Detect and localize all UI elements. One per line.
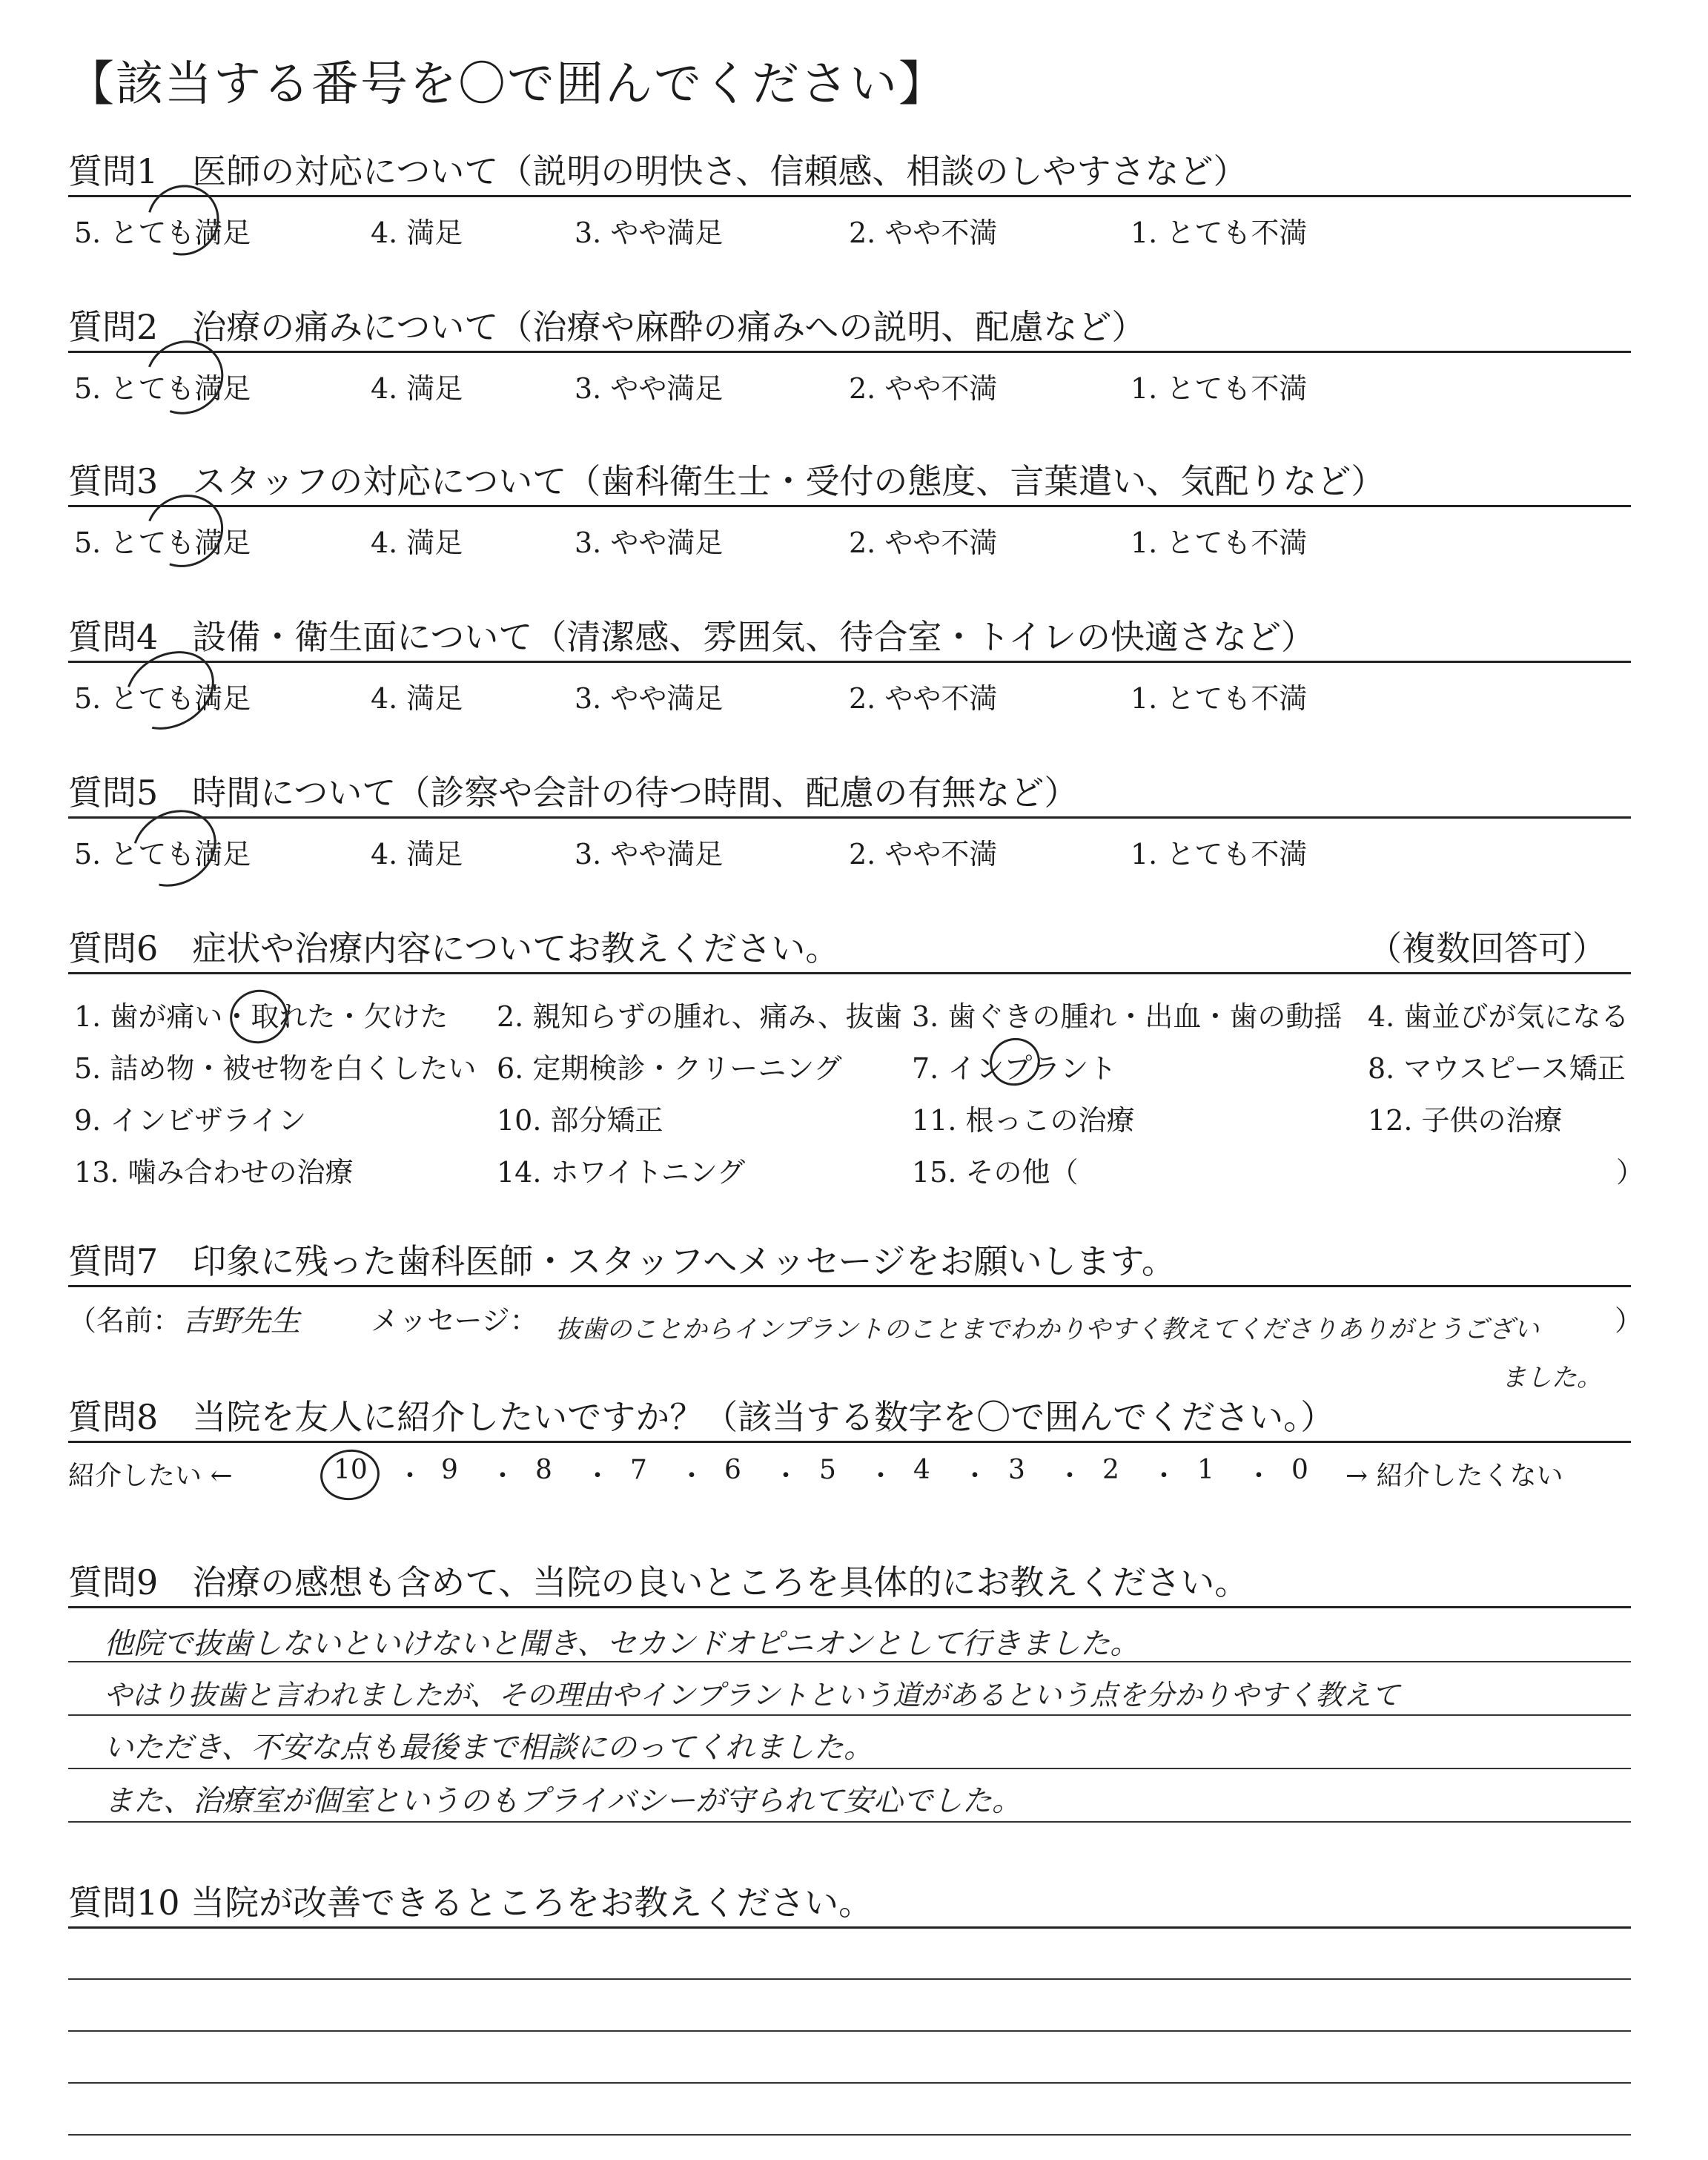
question-10-label: 質問10 当院が改善できるところをお教えください。 [68,1883,873,1923]
q2-option-1[interactable]: 1. とても不満 [1131,372,1308,405]
q6-option-1[interactable]: 1. 歯が痛い・取れた・欠けた [74,1000,448,1033]
q9-answer-line-1: 他院で抜歯しないといけないと聞き、セカンドオピニオンとして行きました。 [104,1627,1140,1661]
question-9-label: 質問9 治療の感想も含めて、当院の良いところを具体的にお教えください。 [68,1562,1249,1602]
question-5-label: 質問5 時間について（診察や会計の待つ時間、配慮の有無など） [68,773,1079,813]
q2-option-5[interactable]: 5. とても満足 [74,372,251,405]
q8-number-10[interactable]: 10 [334,1455,368,1485]
q8-number-5[interactable]: 5 [819,1455,836,1485]
q8-dot: ・ [1245,1461,1273,1491]
question-6-label: 質問6 症状や治療内容についてお教えください。 [68,928,840,968]
q8-right-label: → 紹介したくない [1345,1461,1563,1491]
q8-dot: ・ [961,1461,989,1491]
q6-option-11[interactable]: 11. 根っこの治療 [912,1104,1135,1137]
q10-answer-line[interactable] [68,1978,1631,1980]
q6-option-12[interactable]: 12. 子供の治療 [1368,1104,1563,1137]
q3-option-4[interactable]: 4. 満足 [371,526,463,559]
q3-option-3[interactable]: 3. やや満足 [575,526,724,559]
question-4-label: 質問4 設備・衛生面について（清潔感、雰囲気、待合室・トイレの快適さなど） [68,617,1316,657]
q6-option-4[interactable]: 4. 歯並びが気になる [1368,1000,1629,1033]
q6-option-10[interactable]: 10. 部分矯正 [497,1104,663,1137]
q2-option-4[interactable]: 4. 満足 [371,372,463,405]
q9-answer-line-3: いただき、不安な点も最後まで相談にのってくれました。 [104,1731,873,1765]
q9-answer-line [68,1821,1631,1823]
q6-option-15-close: ） [1616,1156,1645,1189]
q6-option-3[interactable]: 3. 歯ぐきの腫れ・出血・歯の動揺 [912,1000,1343,1033]
q9-answer-line [68,1714,1631,1716]
q7-close-paren: ） [1615,1304,1644,1337]
q4-option-1[interactable]: 1. とても不満 [1131,682,1308,715]
q6-option-14[interactable]: 14. ホワイトニング [497,1156,746,1189]
q6-option-2[interactable]: 2. 親知らずの腫れ、痛み、抜歯 [497,1000,902,1033]
q4-option-5[interactable]: 5. とても満足 [74,682,251,715]
q5-option-1[interactable]: 1. とても不満 [1131,838,1308,871]
question-4-rule [68,661,1631,663]
q1-option-4[interactable]: 4. 満足 [371,217,463,249]
q3-option-5[interactable]: 5. とても満足 [74,526,251,559]
q4-option-4[interactable]: 4. 満足 [371,682,463,715]
q8-dot: ・ [1056,1461,1084,1491]
q7-name-label: （名前： [68,1304,182,1337]
q9-answer-line [68,1768,1631,1769]
q5-option-2[interactable]: 2. やや不満 [849,838,998,871]
q8-dot: ・ [584,1461,612,1491]
q7-message-label: メッセージ： [371,1304,538,1337]
q4-option-3[interactable]: 3. やや満足 [575,682,724,715]
q3-option-1[interactable]: 1. とても不満 [1131,526,1308,559]
q8-dot: ・ [867,1461,895,1491]
q2-option-3[interactable]: 3. やや満足 [575,372,724,405]
q2-option-2[interactable]: 2. やや不満 [849,372,998,405]
q8-number-9[interactable]: 9 [441,1455,458,1485]
question-7-rule [68,1285,1631,1287]
q7-message-value-continued: ました。 [1501,1363,1602,1393]
q3-option-2[interactable]: 2. やや不満 [849,526,998,559]
q10-answer-line[interactable] [68,2134,1631,2136]
q4-option-2[interactable]: 2. やや不満 [849,682,998,715]
question-9-rule [68,1606,1631,1608]
q6-option-8[interactable]: 8. マウスピース矯正 [1368,1052,1626,1085]
q8-number-4[interactable]: 4 [913,1455,930,1485]
question-3-label: 質問3 スタッフの対応について（歯科衛生士・受付の態度、言葉遣い、気配りなど） [68,461,1386,501]
q1-option-1[interactable]: 1. とても不満 [1131,217,1308,249]
question-6-rule [68,972,1631,974]
q8-number-7[interactable]: 7 [630,1455,647,1485]
q8-dot: ・ [397,1461,424,1491]
question-3-rule [68,505,1631,507]
q8-dot: ・ [489,1461,517,1491]
question-6-note: （複数回答可） [1368,928,1606,968]
q8-number-3[interactable]: 3 [1008,1455,1025,1485]
q10-answer-line[interactable] [68,2082,1631,2084]
q8-selection-circle [317,1446,383,1504]
q1-option-3[interactable]: 3. やや満足 [575,217,724,249]
question-2-rule [68,351,1631,353]
q6-option-9[interactable]: 9. インビザライン [74,1104,307,1137]
q8-dot: ・ [678,1461,706,1491]
q8-left-label: 紹介したい ← [68,1461,233,1491]
q9-answer-line-4: また、治療室が個室というのもプライバシーが守られて安心でした。 [104,1784,1022,1818]
q5-option-4[interactable]: 4. 満足 [371,838,463,871]
question-7-label: 質問7 印象に残った歯科医師・スタッフへメッセージをお願いします。 [68,1241,1176,1281]
q10-answer-line[interactable] [68,2030,1631,2032]
q6-option-13[interactable]: 13. 噛み合わせの治療 [74,1156,354,1189]
q8-number-1[interactable]: 1 [1197,1455,1214,1485]
q7-message-value[interactable]: 抜歯のことからインプラントのことまでわかりやすく教えてくださりありがとうござい [556,1315,1539,1344]
q8-dot: ・ [772,1461,800,1491]
question-1-label: 質問1 医師の対応について（説明の明快さ、信頼感、相談のしやすさなど） [68,151,1248,191]
question-10-rule [68,1926,1631,1929]
question-2-label: 質問2 治療の痛みについて（治療や麻酔の痛みへの説明、配慮など） [68,307,1146,347]
page-title: 【該当する番号を〇で囲んでください】 [67,57,947,112]
question-8-rule [68,1441,1631,1443]
q8-number-8[interactable]: 8 [535,1455,552,1485]
q1-option-5[interactable]: 5. とても満足 [74,217,251,249]
q6-option-5[interactable]: 5. 詰め物・被せ物を白くしたい [74,1052,477,1085]
q8-number-2[interactable]: 2 [1102,1455,1119,1485]
q9-answer-line-2: やはり抜歯と言われましたが、その理由やインプラントという道があるという点を分かりやすく教えて [104,1679,1400,1711]
q6-option-7[interactable]: 7. インプラント [912,1052,1117,1085]
q8-dot: ・ [1151,1461,1178,1491]
q6-option-6[interactable]: 6. 定期検診・クリーニング [497,1052,842,1085]
q1-option-2[interactable]: 2. やや不満 [849,217,998,249]
question-8-label: 質問8 当院を友人に紹介したいですか？（該当する数字を〇で囲んでください。） [68,1397,1335,1437]
q5-option-5[interactable]: 5. とても満足 [74,838,251,871]
q7-name-value[interactable]: 吉野先生 [182,1304,300,1338]
question-1-rule [68,195,1631,197]
question-5-rule [68,816,1631,819]
q6-option-15[interactable]: 15. その他（ [912,1156,1079,1189]
q8-number-6[interactable]: 6 [724,1455,741,1485]
q8-number-0[interactable]: 0 [1291,1455,1308,1485]
q5-option-3[interactable]: 3. やや満足 [575,838,724,871]
